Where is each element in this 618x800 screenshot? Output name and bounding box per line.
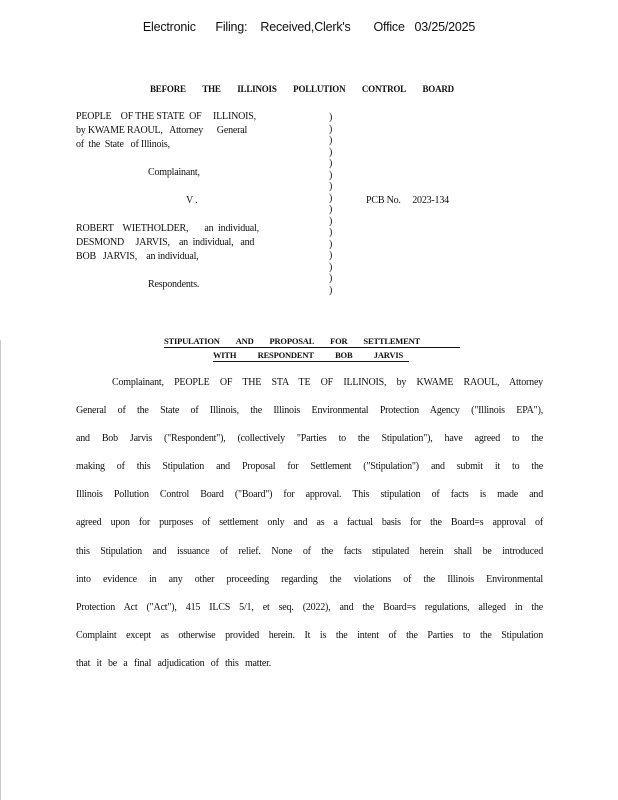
board-title-word: BOARD [422, 84, 454, 94]
body-line: into evidence in any other proceeding regarding the violations of the Illinois Environmental [76, 573, 543, 585]
complainant-label: Complainant, [148, 167, 200, 178]
stipulation-title-word: STIPULATION [164, 336, 220, 346]
board-title-word: CONTROL [361, 84, 406, 94]
case-number: PCB No. 2023-134 [366, 195, 449, 206]
board-title-word: THE [202, 84, 221, 94]
body-line: making of this Stipulation and Proposal for Settlement ("Stipulation") and submit it to the [76, 461, 543, 473]
caption-parenthesis: ) [329, 250, 333, 261]
caption-parenthesis: ) [329, 215, 333, 227]
body-line: Illinois Pollution Control Board ("Board") for approval. This stipulation of facts is made and [76, 489, 543, 501]
caption-respondent-line: BOB JARVIS, an individual, [76, 251, 199, 262]
caption-parenthesis: ) [329, 204, 333, 215]
stipulation-title-word: JARVIS [373, 350, 403, 360]
stipulation-title-word: PROPOSAL [269, 336, 315, 346]
stipulation-title-word: AND [235, 336, 254, 346]
body-line: and Bob Jarvis ("Respondent"), (collectively "Parties to the Stipulation"), have agreed to the [76, 433, 543, 445]
stipulation-title-word: BOB [335, 350, 353, 360]
board-title [150, 84, 454, 94]
caption-parenthesis: ) [329, 273, 333, 284]
board-title-word: ILLINOIS [237, 84, 277, 94]
body-line: Complainant, PEOPLE OF THE STA TE OF ILLINOIS, by KWAME RAOUL, Attorney [112, 377, 543, 388]
caption-parenthesis: ) [329, 158, 333, 169]
caption-respondent-line: ROBERT WIETHOLDER, an individual, [76, 223, 259, 234]
caption-parenthesis: ) [329, 169, 333, 181]
caption-parenthesis-column [329, 112, 337, 296]
stipulation-title-word: FOR [330, 336, 348, 346]
caption-parenthesis: ) [329, 261, 333, 273]
body-line: this Stipulation and issuance of relief. None of the facts stipulated herein shall be introduced [76, 545, 543, 557]
board-title-word: POLLUTION [293, 84, 346, 94]
versus-label: V . [186, 195, 198, 206]
caption-respondent-line: DESMOND JARVIS, an individual, and [76, 237, 255, 248]
caption-parenthesis: ) [329, 238, 333, 250]
stipulation-title-word: SETTLEMENT [363, 336, 420, 346]
caption-parenthesis: ) [329, 123, 333, 135]
electronic-filing-header: Electronic Filing: Received,Clerk's Office 03/25/2025 [142, 20, 476, 34]
body-line: agreed upon for purposes of settlement only and as a factual basis for the Board=s approval of [76, 517, 543, 529]
body-line: General of the State of Illinois, the Illinois Environmental Protection Agency ("Illinois EPA"), [76, 405, 543, 417]
caption-people-line: PEOPLE OF THE STATE OF ILLINOIS, [76, 111, 256, 122]
caption-parenthesis: ) [329, 192, 333, 204]
caption-parenthesis: ) [329, 112, 333, 123]
caption-parenthesis: ) [329, 181, 333, 192]
caption-people-line: of the State of Illinois, [76, 139, 170, 150]
caption-parenthesis: ) [329, 135, 333, 146]
respondents-label: Respondents. [148, 279, 200, 290]
stipulation-title-word: RESPONDENT [257, 350, 314, 360]
body-line: Protection Act ("Act"), 415 ILCS 5/1, et seq. (2022), and the Board=s regulations, alleged in the [76, 601, 543, 613]
caption-parenthesis: ) [329, 227, 333, 238]
board-title-word: BEFORE [150, 84, 186, 94]
body-line: that it be a final adjudication of this matter. [76, 657, 272, 669]
caption-parenthesis: ) [329, 284, 333, 296]
stipulation-body [76, 376, 543, 685]
page-edge-rule [0, 340, 1, 800]
body-line: Complaint except as otherwise provided herein. It is the intent of the Parties to the Stipulation [76, 629, 543, 641]
caption-parenthesis: ) [329, 146, 333, 158]
caption-people-line: by KWAME RAOUL, Attorney General [76, 125, 248, 136]
stipulation-title-word: WITH [213, 350, 237, 360]
